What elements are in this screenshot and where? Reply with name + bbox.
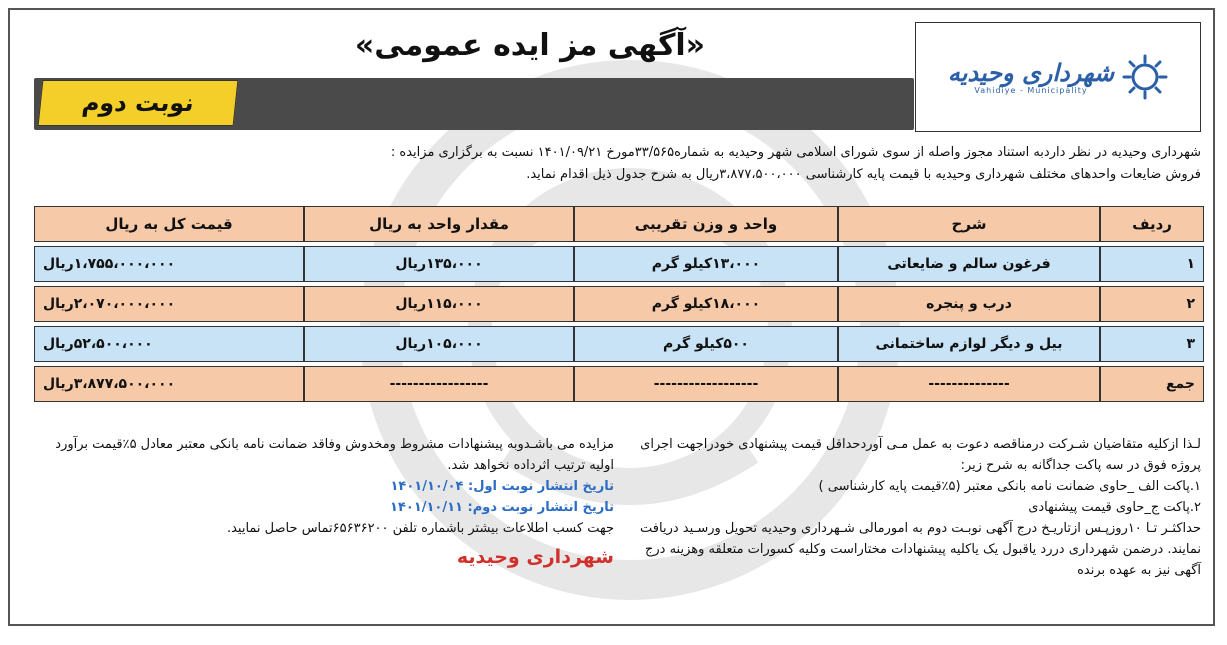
cell-empty: ------------------ (574, 366, 838, 402)
cell-empty: -------------- (838, 366, 1100, 402)
conditions-right-column (627, 434, 1201, 581)
cell-total-price: ۱،۷۵۵،۰۰۰،۰۰۰ریال (34, 246, 304, 282)
cell-unit-price: ۱۰۵،۰۰۰ریال (304, 326, 574, 362)
cell-total-label: جمع (1100, 366, 1204, 402)
cell-unit-price: ۱۳۵،۰۰۰ریال (304, 246, 574, 282)
cell-empty: ----------------- (304, 366, 574, 402)
cell-grand-total: ۳،۸۷۷،۵۰۰،۰۰۰ریال (34, 366, 304, 402)
logo-name: شهرداری وحیدیه (947, 57, 1115, 87)
envelope-c-text: ۲.پاکت ج_حاوی قیمت پیشنهادی (1028, 500, 1201, 515)
header-cell-unit-price: مقدار واحد به ریال (304, 206, 574, 242)
intro-line-2: فروش ضایعات واحدهای مختلف شهرداری وحیدیه با قیمت پایه کارشناسی ۳،۸۷۷،۵۰۰،۰۰۰ریال به شرح جدول ذیل اقدام نماید. (526, 167, 1201, 182)
conditions-text: مزایده می باشـدوبه پیشنهادات مشروط ومخدوش وفاقد ضمانت نامه بانکی معتبر معادل ۵٪قیمت برآورد اولیه ترتیب اثرداده نخواهد شد. (55, 437, 614, 473)
table-row (34, 326, 1204, 362)
logo-subtitle: Vahidiye - Municipality (974, 85, 1088, 95)
conditions-left-column (34, 434, 614, 568)
first-publish-date: تاریخ انتشار نوبت اول: ۱۴۰۱/۱۰/۰۴ (390, 479, 614, 494)
items-table (34, 202, 1204, 406)
table-row (34, 246, 1204, 282)
header-cell-description: شرح (838, 206, 1100, 242)
signature: شهرداری وحیدیه (456, 546, 614, 568)
cell-row-no: ۱ (1100, 246, 1204, 282)
cell-row-no: ۲ (1100, 286, 1204, 322)
cell-weight: ۵۰۰کیلو گرم (574, 326, 838, 362)
municipality-logo (915, 22, 1201, 132)
deadline-text: حداکثـر تـا ۱۰روزپـس ازتاریـخ درج آگهی نوبـت دوم به امورمالی شـهرداری وحیدیه تحویل ورسـید دریافت نمایند. درضمن شهرداری دررد یاقبول یک یاکلیه پیشنهادات مختاراست وکلیه کسورات متعلقه وهزینه درج آگهی نیز به عهده برنده (640, 521, 1201, 578)
cell-description: درب و پنجره (838, 286, 1100, 322)
table-total-row (34, 366, 1204, 402)
cell-weight: ۱۳،۰۰۰کیلو گرم (574, 246, 838, 282)
envelope-a-text: ۱.پاکت الف _حاوی ضمانت نامه بانکی معتبر (۵٪قیمت پایه کارشناسی ) (818, 479, 1201, 494)
cell-total-price: ۲،۰۷۰،۰۰۰،۰۰۰ریال (34, 286, 304, 322)
intro-line-1: شهرداری وحیدیه در نظر داردبه استناد مجوز واصله از سوی شورای اسلامی شهر وحیدیه به شماره۳۳/۵۶۵مورخ ۱۴۰۱/۰۹/۲۱ نسبت به برگزاری مزایده : (390, 145, 1201, 160)
page-title: «آگهی مز ایده عمومی» (354, 28, 706, 63)
sun-emblem-icon (1122, 54, 1168, 100)
intro-text (34, 142, 1201, 186)
cell-weight: ۱۸،۰۰۰کیلو گرم (574, 286, 838, 322)
header-cell-row-no: ردیف (1100, 206, 1204, 242)
table-row (34, 286, 1204, 322)
round-badge: نوبت دوم (38, 80, 239, 126)
cell-unit-price: ۱۱۵،۰۰۰ریال (304, 286, 574, 322)
header-cell-total-price: قیمت کل به ریال (34, 206, 304, 242)
cell-description: فرغون سالم و ضایعاتی (838, 246, 1100, 282)
ad-frame (8, 8, 1215, 626)
header-cell-weight: واحد و وزن تقریبی (574, 206, 838, 242)
invitation-text: لـذا ازکلیه متقاضیان شـرکت درمناقصه دعوت به عمل مـی آوردحداقل قیمت پیشنهادی خودراجهت اجرای پروژه فوق در سه پاکت جداگانه به شرح زیر: (640, 437, 1201, 473)
table-header-row (34, 206, 1204, 242)
second-publish-date: تاریخ انتشار نوبت دوم: ۱۴۰۱/۱۰/۱۱ (390, 500, 614, 515)
contact-text: جهت کسب اطلاعات بیشتر باشماره تلفن ۶۵۶۳۶۲۰۰تماس حاصل نمایید. (226, 521, 614, 536)
cell-total-price: ۵۲،۵۰۰،۰۰۰ریال (34, 326, 304, 362)
cell-description: بیل و دیگر لوازم ساختمانی (838, 326, 1100, 362)
cell-row-no: ۳ (1100, 326, 1204, 362)
